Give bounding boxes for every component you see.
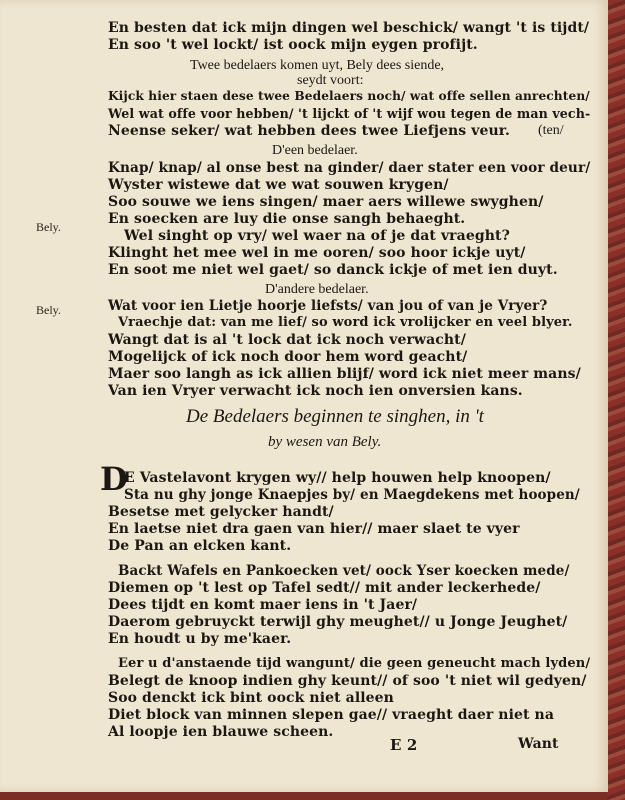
verse-line: En houdt u by me'kaer. [108, 631, 292, 647]
speaker-heading: D'andere bedelaer. [265, 282, 369, 297]
stage-direction: Twee bedelaers komen uyt, Bely dees siende, [190, 58, 445, 73]
text-line: Van ien Vryer verwacht ick noch ien onversien kans. [108, 383, 523, 399]
text-line: Klinght het mee wel in me ooren/ soo hoor ickje uyt/ [108, 245, 526, 261]
verse-line: Daerom gebruyckt terwijl ghy meughet// u Jonge Jeughet/ [108, 614, 568, 630]
verse-line: Al loopje ien blauwe scheen. [108, 724, 334, 740]
text-line: Wel singht op vry/ wel waer na of je dat vraeght? [124, 228, 510, 244]
margin-speaker: Bely. [36, 303, 61, 317]
verse-line: Belegt de knoop indien ghy keunt// of soo 't niet wil gedyen/ [108, 673, 587, 689]
text-line: Knap/ knap/ al onse best na ginder/ daer stater een voor deur/ [108, 160, 591, 176]
text-line: Wangt dat is al 't lock dat ick noch verwacht/ [108, 332, 466, 348]
song-subtitle: by wesen van Bely. [268, 434, 382, 450]
text-line: Soo souwe we iens singen/ maer aers willewe swyghen/ [108, 194, 544, 210]
verse-line: Soo denckt ick bint oock niet alleen [108, 690, 394, 706]
verse-line: Diet block van minnen slepen gae// vraeght daer niet na [108, 707, 554, 723]
text-line: En soecken are luy die onse sangh behaeght. [108, 211, 466, 227]
margin-speaker: Bely. [36, 220, 61, 234]
verse-line: Backt Wafels en Pankoecken vet/ oock Yser koecken mede/ [118, 563, 570, 579]
text-line: En soot me niet wel gaet/ so danck ickje of met ien duyt. [108, 262, 558, 278]
verse-line: Besetse met gelycker handt/ [108, 504, 334, 520]
drop-cap: D [100, 460, 128, 498]
text-line: Maer soo langh as ick allien blijf/ word ick niet meer mans/ [108, 366, 581, 382]
text-line: Neense seker/ wat hebben dees twee Liefjens veur. [108, 123, 510, 139]
text-line: Vraechje dat: van me lief/ so word ick vrolijcker en veel blyer. [118, 315, 573, 330]
text-line: Kijck hier staen dese twee Bedelaers noch/ wat offe sellen anrechten/ [108, 89, 590, 103]
verse-line: E Vastelavont krygen wy// help houwen help knoopen/ [124, 470, 551, 486]
song-title: De Bedelaers beginnen te singhen, in 't [186, 406, 484, 427]
verse-line: Dees tijdt en komt maer iens in 't Jaer/ [108, 597, 418, 613]
text-line: Wat voor ien Lietje hoorje liefsts/ van jou of van je Vryer? [108, 298, 548, 314]
text-line: (ten/ [538, 123, 564, 138]
catchword: Want [518, 736, 559, 752]
verse-line: Diemen op 't lest op Tafel sedt// mit ander leckerhede/ [108, 580, 541, 596]
verse-line: En laetse niet dra gaen van hier// maer slaet te vyer [108, 521, 520, 537]
verse-line: Eer u d'anstaende tijd wangunt/ die geen geneucht mach lyden/ [118, 656, 591, 671]
text-line: En besten dat ick mijn dingen wel beschick/ wangt 't is tijdt/ [108, 20, 590, 36]
text-line: En soo 't wel lockt/ ist oock mijn eygen profijt. [108, 37, 478, 53]
speaker-heading: D'een bedelaer. [272, 143, 358, 158]
book-cover-edge [607, 0, 625, 800]
stage-direction: seydt voort: [297, 73, 364, 88]
verse-line: Sta nu ghy jonge Knaepjes by/ en Maegdekens met hoopen/ [124, 487, 580, 503]
verse-line: De Pan an elcken kant. [108, 538, 292, 554]
signature-mark: E 2 [390, 736, 418, 754]
text-line: Wel wat offe voor hebben/ 't lijckt of 't wijf wou tegen de man vech- [108, 106, 591, 121]
text-line: Mogelijck of ick noch door hem word geacht/ [108, 349, 468, 365]
text-line: Wyster wistewe dat we wat souwen krygen/ [108, 177, 449, 193]
